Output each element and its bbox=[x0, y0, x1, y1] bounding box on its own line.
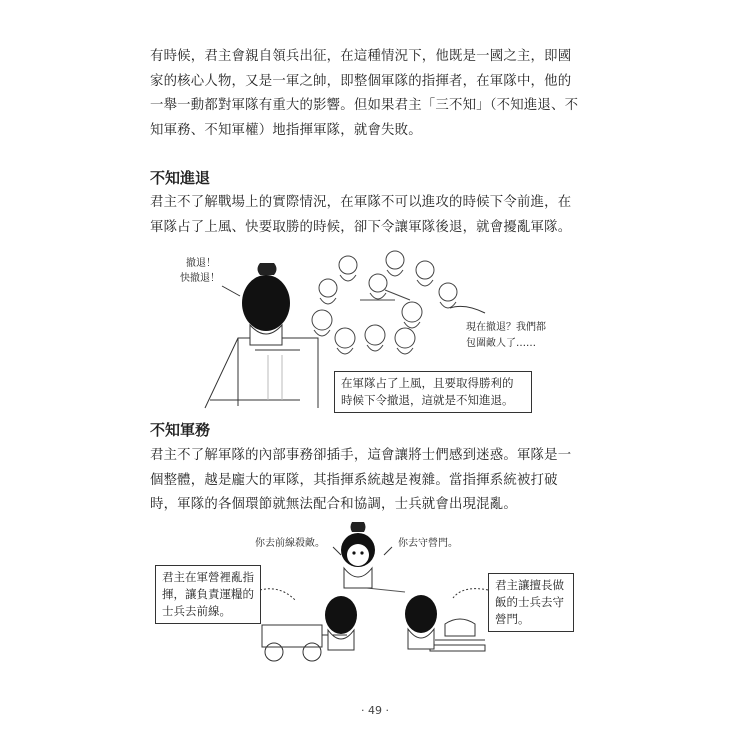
caption-affairs-right-line-3: 營門。 bbox=[495, 612, 530, 626]
caption-retreat-line-2: 時候下令撤退，這就是不知進退。 bbox=[341, 393, 514, 407]
caption-retreat-line-1: 在軍隊占了上風，且要取得勝利的 bbox=[341, 376, 514, 390]
caption-affairs-left-line-3: 士兵去前線。 bbox=[162, 604, 231, 618]
caption-affairs-left-line-1: 君主在軍營裡亂指 bbox=[162, 570, 254, 584]
intro-paragraph: 有時候，君主會親自領兵出征，在這種情況下，他既是一國之主，即國家的核心人物，又是一軍之帥，即整個軍隊的指揮者，在軍隊中，他的一舉一動都對軍隊有重大的影響。但如果君主「三不知」（不知進退、不知軍務、不知軍權）地指揮軍隊，就會失敗。 bbox=[150, 49, 579, 138]
king-speech-line-2: 快撤退！ bbox=[180, 273, 220, 284]
page-number: · 49 · bbox=[361, 704, 389, 717]
section-heading-military-affairs: 不知軍務 bbox=[150, 421, 211, 439]
section-body-military-affairs: 君主不了解軍隊的內部事務卻插手，這會讓將士們感到迷惑。軍隊是一個整體，越是龐大的軍隊，其指揮系統越是複雜。當指揮系統被打破時，軍隊的各個環節就無法配合和協調，士兵就會出現混亂。 bbox=[150, 448, 572, 513]
caption-affairs-left-line-2: 揮，讓負責運糧的 bbox=[162, 587, 254, 601]
caption-affairs-right-line-1: 君主讓擅長做 bbox=[495, 578, 564, 592]
caption-affairs-right-line-2: 飯的士兵去守 bbox=[495, 595, 564, 609]
king-speech-line-1: 撤退！ bbox=[186, 258, 216, 269]
speech-guard-gate: 你去守營門。 bbox=[398, 538, 458, 549]
speech-go-frontline: 你去前線殺敵。 bbox=[255, 538, 325, 549]
caption-affairs-right bbox=[488, 573, 574, 632]
caption-affairs-left bbox=[155, 565, 261, 624]
soldier-speech-line-1: 現在撤退？我們都 bbox=[466, 322, 546, 333]
soldier-speech-line-2: 包圍敵人了…… bbox=[466, 338, 536, 349]
section-body-advance-retreat: 君主不了解戰場上的實際情況，在軍隊不可以進攻的時候下令前進，在軍隊占了上風、快要取勝的時候，卻下令讓軍隊後退，就會擾亂軍隊。 bbox=[150, 195, 572, 235]
section-heading-advance-retreat: 不知進退 bbox=[150, 169, 211, 187]
